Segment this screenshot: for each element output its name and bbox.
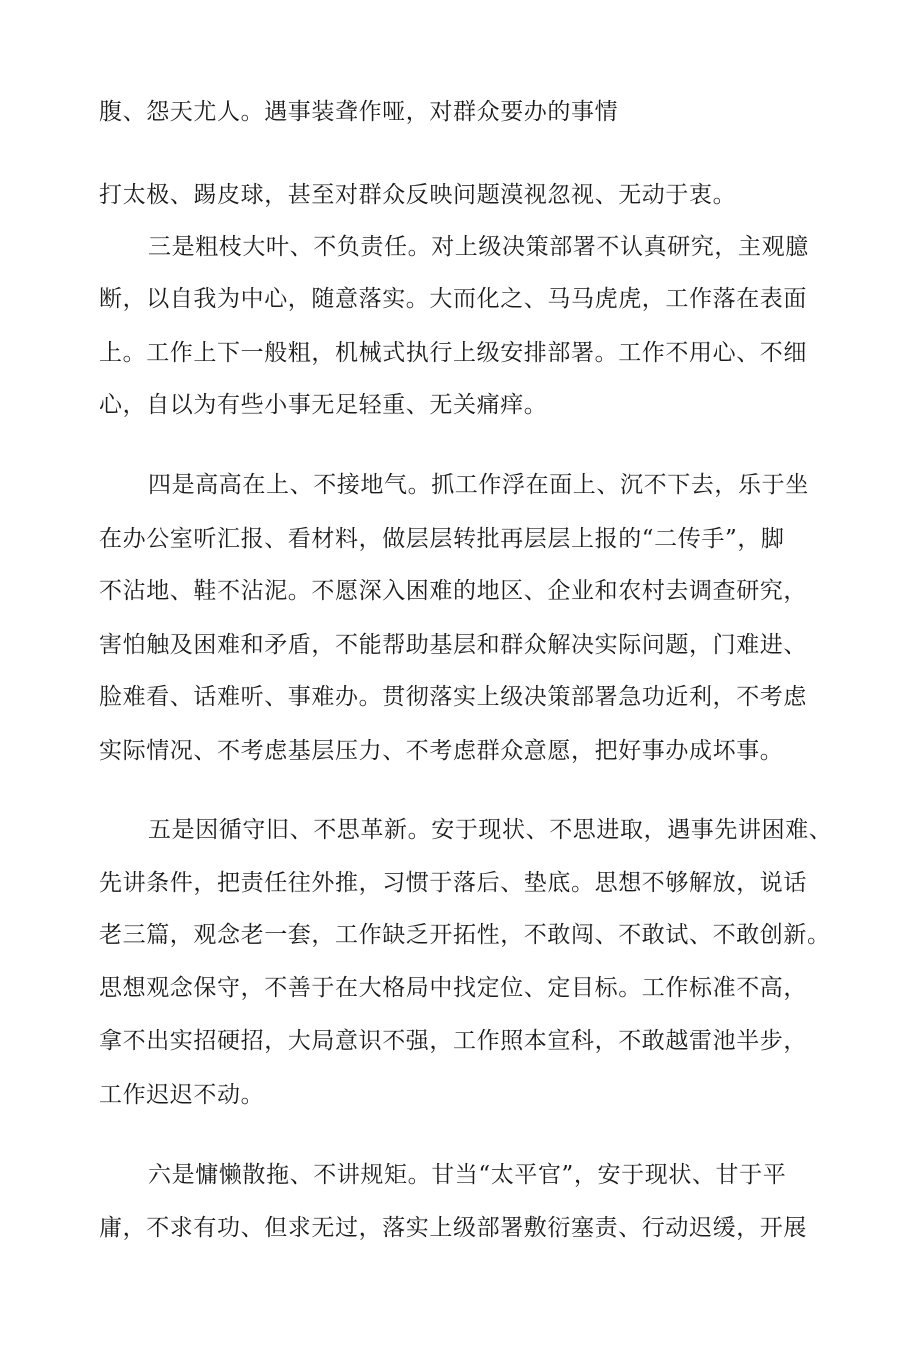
- paragraph-line: 断，以自我为中心，随意落实。大而化之、马马虎虎，工作落在表面: [99, 286, 807, 312]
- paragraph-line: 工作迟迟不动。: [99, 1082, 265, 1108]
- paragraph-line: 害怕触及困难和矛盾，不能帮助基层和群众解决实际问题，门难进、: [99, 632, 807, 658]
- paragraph-first-line: 三是粗枝大叶、不负责任。对上级决策部署不认真研究，主观臆: [148, 234, 809, 260]
- paragraph-line: 先讲条件，把责任往外推，习惯于落后、垫底。思想不够解放，说话: [99, 870, 807, 896]
- paragraph-line: 拿不出实招硬招，大局意识不强，工作照本宣科，不敢越雷池半步，: [99, 1028, 807, 1054]
- paragraph-first-line: 五是因循守旧、不思革新。安于现状、不思进取，遇事先讲困难、: [148, 817, 833, 843]
- paragraph-first-line: 四是高高在上、不接地气。抓工作浮在面上、沉不下去，乐于坐: [148, 472, 809, 498]
- paragraph-line: 实际情况、不考虑基层压力、不考虑群众意愿，把好事办成坏事。: [99, 738, 784, 764]
- paragraph-line: 腹、怨天尤人。遇事装聋作哑，对群众要办的事情: [99, 99, 619, 125]
- paragraph-line: 上。工作上下一般粗，机械式执行上级安排部署。工作不用心、不细: [99, 340, 807, 366]
- paragraph-line: 不沾地、鞋不沾泥。不愿深入困难的地区、企业和农村去调查研究，: [99, 578, 807, 604]
- paragraph-line: 老三篇，观念老一套，工作缺乏开拓性，不敢闯、不敢试、不敢创新。: [99, 922, 831, 948]
- paragraph-first-line: 六是慵懒散拖、不讲规矩。甘当“太平官”，安于现状、甘于平: [148, 1162, 787, 1188]
- paragraph-line: 在办公室听汇报、看材料，做层层转批再层层上报的“二传手”，脚: [99, 526, 785, 552]
- paragraph-line: 心，自以为有些小事无足轻重、无关痛痒。: [99, 392, 548, 418]
- paragraph-line: 庸，不求有功、但求无过，落实上级部署敷衍塞责、行动迟缓，开展: [99, 1215, 807, 1241]
- paragraph-line: 打太极、踢皮球，甚至对群众反映问题漠视忽视、无动于衷。: [99, 182, 737, 208]
- paragraph-line: 思想观念保守，不善于在大格局中找定位、定目标。工作标准不高，: [99, 975, 807, 1001]
- paragraph-line: 脸难看、话难听、事难办。贯彻落实上级决策部署急功近利，不考虑: [99, 684, 807, 710]
